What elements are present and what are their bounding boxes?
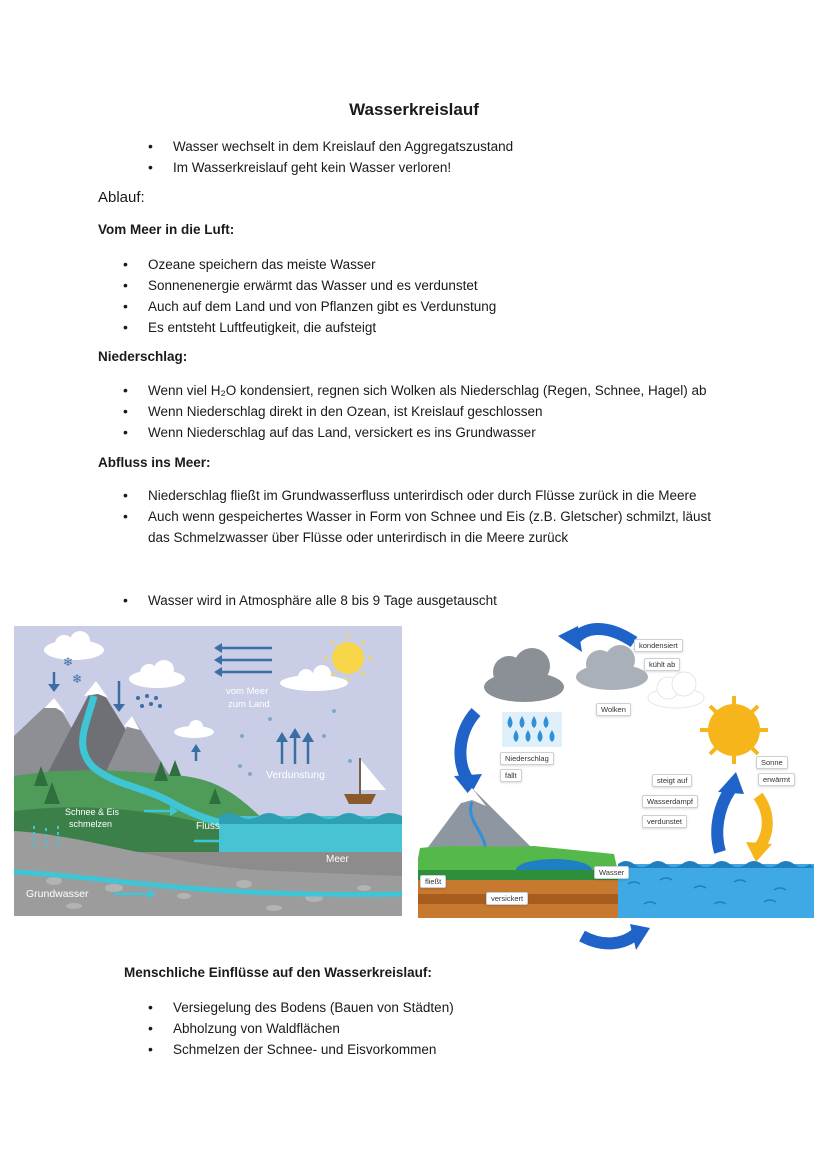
list-item: • Ozeane speichern das meiste Wasser <box>148 254 496 275</box>
list-item: • Wasser wird in Atmosphäre alle 8 bis 9 Tage ausgetauscht <box>148 590 497 611</box>
list-item: • Versiegelung des Bodens (Bauen von Städten) <box>173 997 454 1018</box>
ablauf-label: Ablauf: <box>98 189 145 206</box>
card-faellt: fällt <box>500 769 522 782</box>
card-sonne: Sonne <box>756 756 788 769</box>
label-grundwasser: Grundwasser <box>26 888 89 900</box>
water-cycle-illustration <box>14 626 402 916</box>
list-item: • Wasser wechselt in dem Kreislauf den Aggregatszustand <box>173 136 513 157</box>
list-item: • Sonnenenergie erwärmt das Wasser und es verdunstet <box>148 275 496 296</box>
atmosphere-list <box>148 590 497 611</box>
card-erwaermt: erwärmt <box>758 773 795 786</box>
page-title: Wasserkreislauf <box>349 100 479 119</box>
section-list-niederschlag <box>148 380 707 443</box>
label-schnee-eis: Schnee & Eis <box>65 807 120 817</box>
list-item: • Abholzung von Waldflächen <box>173 1018 454 1039</box>
list-item: • Schmelzen der Schnee- und Eisvorkommen <box>173 1039 454 1060</box>
svg-text:❄: ❄ <box>63 655 74 669</box>
card-wasserdampf: Wasserdampf <box>642 795 698 808</box>
card-verdunstet: verdunstet <box>642 815 687 828</box>
water-cycle-diagram <box>414 612 818 956</box>
label-schnee: Schnee <box>54 640 92 652</box>
human-influence-heading: Menschliche Einflüsse auf den Wasserkreislauf: <box>124 965 432 980</box>
card-niederschlag: Niederschlag <box>500 752 554 765</box>
section-list-abfluss <box>148 485 728 548</box>
list-item: • Wenn Niederschlag direkt in den Ozean, ist Kreislauf geschlossen <box>148 401 707 422</box>
label-meer: Meer <box>326 854 349 865</box>
card-wolken: Wolken <box>596 703 631 716</box>
section-heading-abfluss: Abfluss ins Meer: <box>98 455 211 470</box>
list-item: • Niederschlag fließt im Grundwasserfluss unterirdisch oder durch Flüsse zurück in die Meere <box>148 485 728 506</box>
label-regen: Regen <box>142 670 175 682</box>
label-verdunstung: Verdunstung <box>266 769 325 781</box>
list-item: • Wenn viel H₂O kondensiert, regnen sich Wolken als Niederschlag (Regen, Schnee, Hagel) ab <box>148 380 707 401</box>
human-influence-list <box>173 997 454 1060</box>
svg-text:❄: ❄ <box>72 672 83 686</box>
section-list-meer-luft <box>148 254 496 338</box>
list-item: • Auch wenn gespeichertes Wasser in Form von Schnee und Eis (z.B. Gletscher) schmilzt, läust das Schmelzwasser über Flüsse oder unterirdisch in die Meere zurück <box>148 506 728 548</box>
card-kondensiert: kondensiert <box>634 639 683 652</box>
card-steigt-auf: steigt auf <box>652 774 692 787</box>
section-heading-niederschlag: Niederschlag: <box>98 349 188 364</box>
list-item: • Es entsteht Luftfeutigkeit, die aufsteigt <box>148 317 496 338</box>
card-wasser: Wasser <box>594 866 629 879</box>
list-item: • Auch auf dem Land und von Pflanzen gibt es Verdunstung <box>148 296 496 317</box>
label-schmelzen: schmelzen <box>69 819 113 829</box>
intro-list <box>173 136 513 178</box>
label-fluss: Fluss <box>196 821 220 832</box>
section-heading-meer-luft: Vom Meer in die Luft: <box>98 222 235 237</box>
label-vom-meer: vom Meer <box>226 686 269 697</box>
label-zum-land: zum Land <box>228 699 270 710</box>
list-item: • Im Wasserkreislauf geht kein Wasser verloren! <box>173 157 513 178</box>
card-versickert: versickert <box>486 892 528 905</box>
list-item: • Wenn Niederschlag auf das Land, versickert es ins Grundwasser <box>148 422 707 443</box>
card-kuehlt-ab: kühlt ab <box>644 658 680 671</box>
card-fliesst: fließt <box>420 875 446 888</box>
